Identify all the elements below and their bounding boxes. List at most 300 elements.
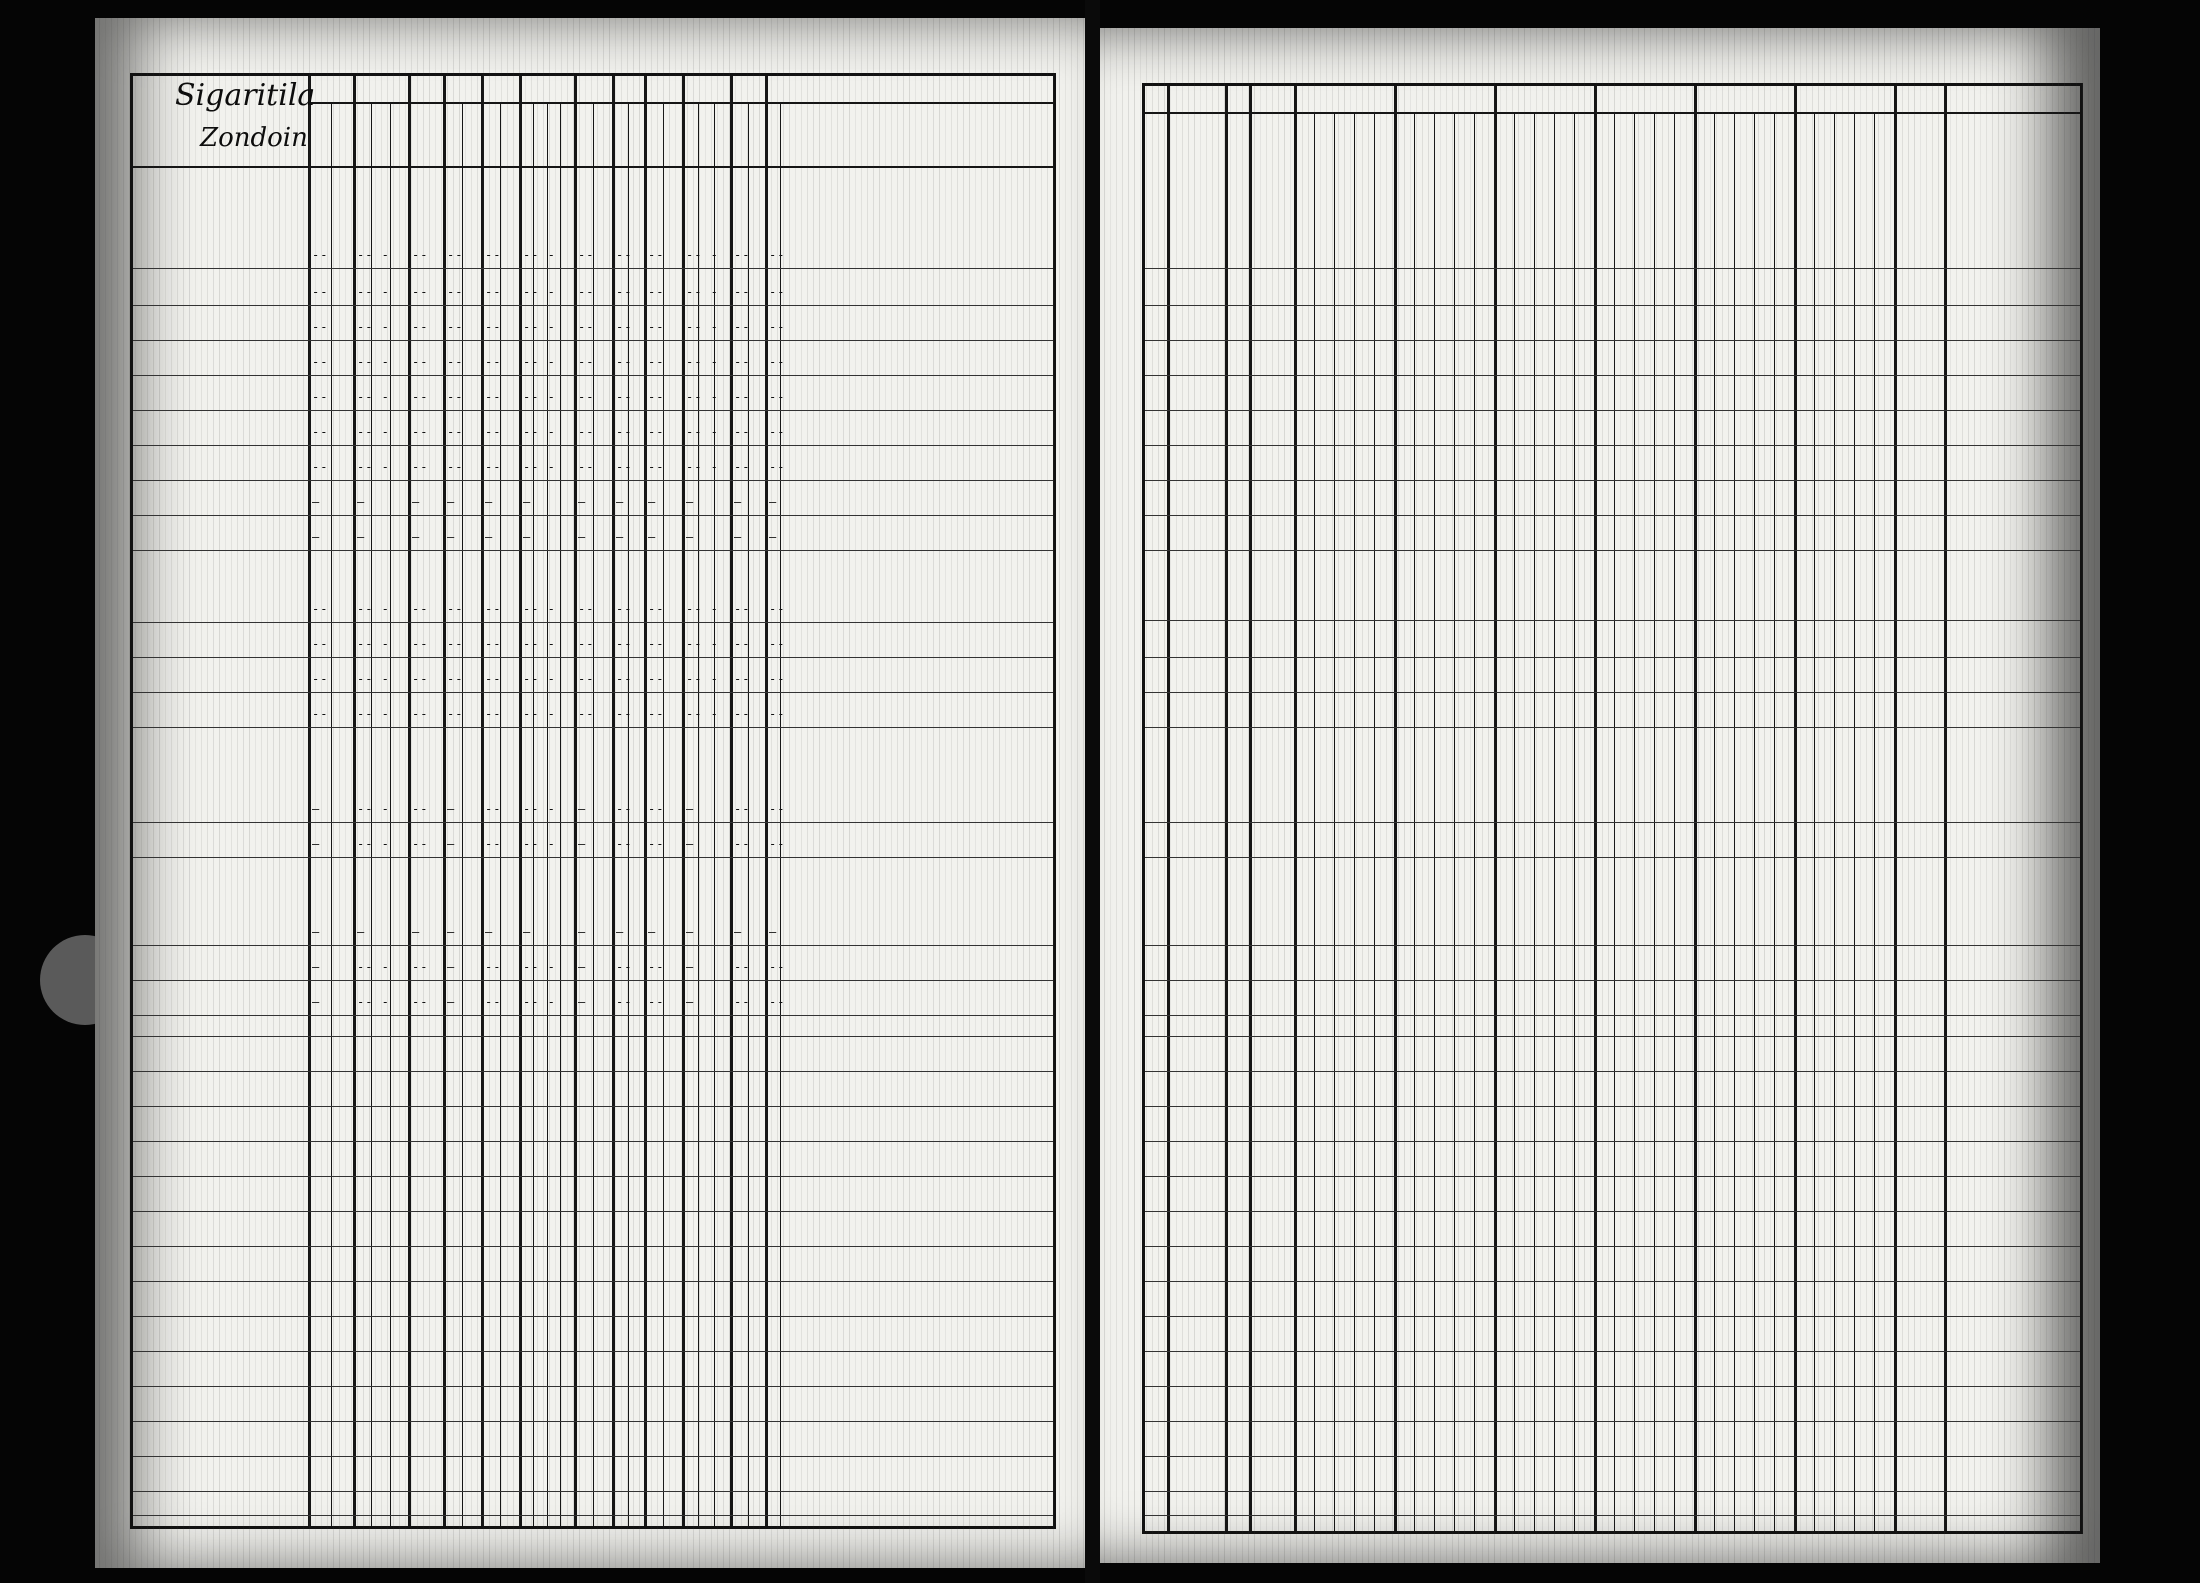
paper-stripe [1884,28,1885,1563]
attendance-mark: -- [648,602,665,616]
row-rule [1145,268,2080,269]
attendance-mark: -- - [523,672,556,686]
paper-stripe [1686,28,1687,1563]
paper-stripe [1260,28,1261,1563]
paper-stripe [1782,28,1783,1563]
attendance-mark: -- [578,460,595,474]
paper-stripe [963,18,964,1568]
row-rule [1145,340,2080,341]
paper-stripe [1182,28,1183,1563]
paper-stripe [429,18,430,1568]
paper-stripe [1398,28,1399,1563]
paper-stripe [1512,28,1513,1563]
attendance-mark: -- [769,602,786,616]
paper-stripe [1224,28,1225,1563]
attendance-mark: -- [734,672,751,686]
attendance-mark: — [769,495,778,509]
paper-stripe [1116,28,1117,1563]
paper-stripe [831,18,832,1568]
attendance-mark: -- [578,355,595,369]
row-rule [1145,657,2080,658]
paper-stripe [1248,28,1249,1563]
paper-stripe [1626,28,1627,1563]
paper-stripe [1728,28,1729,1563]
attendance-mark: — [312,530,321,544]
row-rule [1145,857,2080,858]
paper-stripe [537,18,538,1568]
attendance-mark: -- - [686,425,719,439]
attendance-mark: -- [447,707,464,721]
paper-stripe [1392,28,1393,1563]
attendance-mark: -- - [357,637,390,651]
attendance-mark: -- [578,425,595,439]
paper-stripe [795,18,796,1568]
attendance-mark: -- [312,425,329,439]
paper-stripe [225,18,226,1568]
paper-stripe [105,18,106,1568]
paper-stripe [423,18,424,1568]
attendance-mark: -- [412,995,429,1009]
attendance-mark: — [734,495,743,509]
paper-stripe [1566,28,1567,1563]
paper-stripe [279,18,280,1568]
attendance-mark: -- [578,637,595,651]
row-rule [1145,980,2080,981]
attendance-mark: — [447,530,456,544]
paper-stripe [1668,28,1669,1563]
paper-stripe [1938,28,1939,1563]
paper-stripe [2040,28,2041,1563]
paper-stripe [1890,28,1891,1563]
paper-stripe [387,18,388,1568]
paper-stripe [579,18,580,1568]
paper-stripe [891,18,892,1568]
paper-stripe [807,18,808,1568]
column-rule [1694,86,1697,1531]
attendance-mark: — [686,960,695,974]
attendance-mark: -- [485,390,502,404]
attendance-mark: -- - [357,425,390,439]
attendance-mark: -- [734,637,751,651]
attendance-mark: -- [412,707,429,721]
paper-stripe [687,18,688,1568]
paper-stripe [1794,28,1795,1563]
column-rule [1394,86,1397,1531]
attendance-mark: -- [648,285,665,299]
paper-stripe [2052,28,2053,1563]
paper-stripe [1614,28,1615,1563]
paper-stripe [1518,28,1519,1563]
paper-stripe [657,18,658,1568]
attendance-mark: — [616,495,625,509]
header-rule [1145,112,2080,114]
paper-stripe [693,18,694,1568]
paper-stripe [567,18,568,1568]
paper-stripe [327,18,328,1568]
attendance-mark: -- [648,802,665,816]
attendance-mark: -- [412,460,429,474]
attendance-mark: -- - [357,960,390,974]
paper-stripe [345,18,346,1568]
attendance-mark: — [485,530,494,544]
paper-stripe [921,18,922,1568]
attendance-mark: -- - [523,285,556,299]
row-rule [1145,1036,2080,1037]
paper-stripe [1674,28,1675,1563]
attendance-mark: — [412,925,421,939]
paper-stripe [2028,28,2029,1563]
paper-stripe [1200,28,1201,1563]
attendance-mark: -- - [523,248,556,262]
paper-stripe [2010,28,2011,1563]
paper-stripe [1470,28,1471,1563]
attendance-mark: -- [412,672,429,686]
paper-stripe [309,18,310,1568]
paper-stripe [111,18,112,1568]
attendance-mark: -- [769,285,786,299]
attendance-mark: -- - [686,285,719,299]
paper-stripe [1866,28,1867,1563]
paper-stripe [939,18,940,1568]
attendance-mark: -- - [686,460,719,474]
paper-stripe [1041,18,1042,1568]
paper-stripe [573,18,574,1568]
paper-stripe [585,18,586,1568]
paper-stripe [1284,28,1285,1563]
paper-stripe [357,18,358,1568]
subcolumn-rule [331,104,332,1526]
attendance-mark: — [357,925,366,939]
paper-stripe [447,18,448,1568]
attendance-mark: — [578,802,587,816]
attendance-mark: — [357,495,366,509]
attendance-mark: -- [312,355,329,369]
attendance-mark: — [447,960,456,974]
attendance-mark: -- [447,355,464,369]
paper-stripe [477,18,478,1568]
paper-stripe [1254,28,1255,1563]
attendance-mark: — [734,530,743,544]
paper-stripe [1908,28,1909,1563]
paper-stripe [627,18,628,1568]
paper-stripe [669,18,670,1568]
row-rule [1145,480,2080,481]
paper-stripe [969,18,970,1568]
paper-stripe [1872,28,1873,1563]
attendance-mark: -- [769,460,786,474]
attendance-mark: -- [734,995,751,1009]
paper-stripe [1572,28,1573,1563]
attendance-mark: -- [648,460,665,474]
paper-stripe [147,18,148,1568]
attendance-mark: -- - [523,707,556,721]
row-rule [1145,375,2080,376]
attendance-mark: -- [648,320,665,334]
attendance-mark: -- [412,960,429,974]
paper-stripe [1482,28,1483,1563]
attendance-mark: -- - [357,672,390,686]
attendance-mark: -- [734,248,751,262]
attendance-mark: -- [447,285,464,299]
attendance-mark: — [578,530,587,544]
paper-stripe [1500,28,1501,1563]
paper-stripe [207,18,208,1568]
attendance-mark: -- [412,320,429,334]
paper-stripe [2022,28,2023,1563]
paper-stripe [1836,28,1837,1563]
attendance-mark: -- - [357,602,390,616]
attendance-mark: -- [734,355,751,369]
attendance-mark: — [686,837,695,851]
paper-stripe [1716,28,1717,1563]
attendance-mark: -- [734,837,751,851]
paper-stripe [801,18,802,1568]
paper-stripe [1542,28,1543,1563]
paper-stripe [159,18,160,1568]
paper-stripe [1494,28,1495,1563]
attendance-mark: -- [412,425,429,439]
attendance-mark: -- - [523,637,556,651]
attendance-mark: -- - [686,707,719,721]
paper-stripe [2016,28,2017,1563]
attendance-mark: — [412,530,421,544]
row-rule [1145,1071,2080,1072]
paper-stripe [1416,28,1417,1563]
paper-stripe [1962,28,1963,1563]
attendance-mark: — [447,802,456,816]
paper-stripe [1350,28,1351,1563]
subcolumn-rule [593,104,594,1526]
paper-stripe [1434,28,1435,1563]
paper-stripe [519,18,520,1568]
paper-stripe [1590,28,1591,1563]
paper-stripe [813,18,814,1568]
attendance-mark: -- [447,637,464,651]
paper-stripe [933,18,934,1568]
attendance-mark: — [447,995,456,1009]
paper-stripe [213,18,214,1568]
attendance-mark: — [648,495,657,509]
paper-stripe [441,18,442,1568]
paper-stripe [1812,28,1813,1563]
column-rule [574,76,577,1526]
column-rule [1225,86,1228,1531]
paper-stripe [1854,28,1855,1563]
column-rule [682,76,685,1526]
paper-stripe [249,18,250,1568]
attendance-mark: -- [648,390,665,404]
paper-stripe [2058,28,2059,1563]
attendance-mark: -- [734,802,751,816]
paper-stripe [609,18,610,1568]
paper-stripe [2034,28,2035,1563]
paper-stripe [1800,28,1801,1563]
paper-stripe [1824,28,1825,1563]
attendance-mark: -- - [357,390,390,404]
attendance-mark: -- [769,390,786,404]
row-rule [1145,1176,2080,1177]
attendance-mark: -- [312,248,329,262]
paper-stripe [1035,18,1036,1568]
attendance-mark: — [769,530,778,544]
attendance-mark: -- [312,390,329,404]
paper-stripe [1146,28,1147,1563]
row-rule [1145,1281,2080,1282]
attendance-mark: -- - [357,285,390,299]
paper-stripe [723,18,724,1568]
paper-stripe [465,18,466,1568]
paper-stripe [2088,28,2089,1563]
row-rule [1145,550,2080,551]
paper-stripe [453,18,454,1568]
paper-stripe [1332,28,1333,1563]
paper-stripe [1059,18,1060,1568]
paper-stripe [261,18,262,1568]
paper-stripe [1188,28,1189,1563]
paper-stripe [1422,28,1423,1563]
row-rule [1145,1351,2080,1352]
row-rule [1145,410,2080,411]
paper-stripe [783,18,784,1568]
attendance-mark: -- - [686,248,719,262]
paper-stripe [2070,28,2071,1563]
paper-stripe [1278,28,1279,1563]
paper-stripe [927,18,928,1568]
attendance-mark: -- [616,960,633,974]
paper-stripe [915,18,916,1568]
paper-stripe [1692,28,1693,1563]
row-rule [1145,945,2080,946]
paper-stripe [825,18,826,1568]
attendance-mark: -- [616,602,633,616]
paper-stripe [1368,28,1369,1563]
paper-stripe [1071,18,1072,1568]
row-rule [1145,692,2080,693]
paper-stripe [1476,28,1477,1563]
paper-stripe [885,18,886,1568]
paper-stripe [981,18,982,1568]
attendance-mark: -- - [523,425,556,439]
paper-stripe [297,18,298,1568]
paper-stripe [219,18,220,1568]
paper-stripe [369,18,370,1568]
paper-stripe [2064,28,2065,1563]
row-rule [1145,1015,2080,1016]
paper-stripe [405,18,406,1568]
paper-stripe [777,18,778,1568]
attendance-mark: — [447,925,456,939]
attendance-mark: — [769,925,778,939]
paper-stripe [1140,28,1141,1563]
paper-stripe [2004,28,2005,1563]
paper-stripe [501,18,502,1568]
attendance-mark: -- [769,425,786,439]
attendance-mark: -- [648,995,665,1009]
paper-stripe [2076,28,2077,1563]
paper-stripe [993,18,994,1568]
paper-stripe [789,18,790,1568]
attendance-mark: -- - [357,707,390,721]
attendance-mark: -- [734,285,751,299]
attendance-mark: -- [447,460,464,474]
attendance-mark: — [523,925,532,939]
attendance-mark: -- [648,425,665,439]
paper-stripe [591,18,592,1568]
attendance-mark: — [578,495,587,509]
paper-stripe [771,18,772,1568]
attendance-mark: -- [648,672,665,686]
attendance-mark: -- - [357,320,390,334]
attendance-mark: -- [578,285,595,299]
paper-stripe [1410,28,1411,1563]
paper-stripe [753,18,754,1568]
paper-stripe [1122,28,1123,1563]
paper-stripe [1638,28,1639,1563]
paper-stripe [177,18,178,1568]
attendance-mark: -- [412,802,429,816]
paper-stripe [1704,28,1705,1563]
attendance-mark: -- [769,672,786,686]
attendance-mark: -- - [523,390,556,404]
attendance-mark: -- [312,672,329,686]
paper-stripe [183,18,184,1568]
paper-stripe [879,18,880,1568]
attendance-mark: -- [616,802,633,816]
paper-stripe [1680,28,1681,1563]
paper-stripe [1104,28,1105,1563]
attendance-mark: -- [447,248,464,262]
attendance-mark: -- - [686,320,719,334]
paper-stripe [1464,28,1465,1563]
attendance-mark: -- [485,320,502,334]
attendance-mark: -- [734,425,751,439]
attendance-mark: -- [485,637,502,651]
attendance-mark: — [523,495,532,509]
paper-stripe [1650,28,1651,1563]
paper-stripe [1452,28,1453,1563]
paper-stripe [1536,28,1537,1563]
paper-stripe [339,18,340,1568]
row-rule [1145,445,2080,446]
parish-subtitle: Zondoin [200,123,308,153]
paper-stripe [1764,28,1765,1563]
paper-stripe [117,18,118,1568]
attendance-mark: -- [616,637,633,651]
attendance-mark: -- [412,285,429,299]
attendance-mark: -- - [357,355,390,369]
paper-stripe [1308,28,1309,1563]
paper-stripe [351,18,352,1568]
attendance-mark: -- - [357,837,390,851]
paper-stripe [1842,28,1843,1563]
row-rule [1145,1456,2080,1457]
paper-stripe [171,18,172,1568]
paper-stripe [1158,28,1159,1563]
paper-stripe [135,18,136,1568]
attendance-mark: -- [312,320,329,334]
paper-stripe [1974,28,1975,1563]
paper-stripe [645,18,646,1568]
paper-stripe [1236,28,1237,1563]
attendance-mark: -- - [523,320,556,334]
paper-stripe [495,18,496,1568]
paper-stripe [1920,28,1921,1563]
attendance-mark: -- [578,320,595,334]
paper-stripe [483,18,484,1568]
attendance-mark: -- [578,390,595,404]
paper-stripe [1896,28,1897,1563]
paper-stripe [321,18,322,1568]
